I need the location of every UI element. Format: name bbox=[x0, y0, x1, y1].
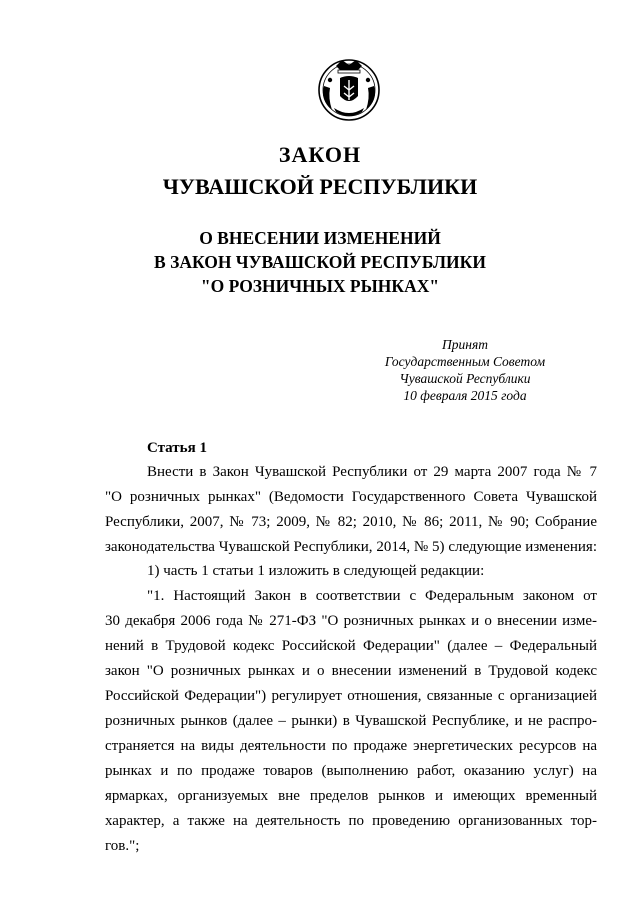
text-line: "1. Настоящий Закон в соответствии с Федеральным законом от bbox=[147, 588, 597, 604]
adoption-line: Чувашской Республики bbox=[399, 371, 531, 386]
law-title: ЗАКОН bbox=[278, 142, 362, 167]
adoption-date: 10 февраля 2015 года bbox=[403, 388, 527, 403]
subtitle-line-2: В ЗАКОН ЧУВАШСКОЙ РЕСПУБЛИКИ bbox=[154, 252, 486, 272]
coat-of-arms-icon bbox=[316, 56, 382, 122]
text-line: Внести в Закон Чувашской Республики от 29 марта 2007 года № 7 bbox=[147, 464, 597, 480]
text-line: Российской Федерации") регулирует отношения, связанные с организацией bbox=[105, 688, 597, 704]
text-line: страняется на виды деятельности по продаже энергетических ресурсов на bbox=[105, 738, 597, 754]
adoption-line: Государственным Советом bbox=[384, 354, 546, 369]
text-line: "О розничных рынках" (Ведомости Государственного Совета Чувашской bbox=[105, 489, 597, 505]
text-line: 30 декабря 2006 года № 271-ФЗ "О розничных рынках и о внесении изме- bbox=[105, 613, 597, 629]
adoption-line: Принят bbox=[442, 337, 488, 352]
text-line: рынках и по продаже товаров (выполнению работ, оказанию услуг) на bbox=[105, 763, 597, 779]
text-line: розничных рынков (далее – рынки) в Чувашской Республике, и не распро- bbox=[105, 713, 597, 729]
article-heading: Статья 1 bbox=[147, 440, 207, 456]
text-line: нений в Трудовой кодекс Российской Федерации" (далее – Федеральный bbox=[105, 638, 597, 654]
text-line: ярмарках, организуемых вне пределов рынков и имеющих временный bbox=[105, 788, 597, 804]
subtitle-line-1: О ВНЕСЕНИИ ИЗМЕНЕНИЙ bbox=[199, 228, 441, 248]
text-line: Республики, 2007, № 73; 2009, № 82; 2010, № 86; 2011, № 90; Собрание bbox=[105, 514, 597, 530]
adoption-note bbox=[365, 336, 565, 404]
text-line: закон "О розничных рынках и о внесении изменений в Трудовой кодекс bbox=[105, 663, 597, 679]
text-line: характер, а также на деятельность по проведению организованных тор- bbox=[105, 813, 597, 829]
text-line: гов."; bbox=[105, 838, 140, 854]
subtitle-line-3: "О РОЗНИЧНЫХ РЫНКАХ" bbox=[200, 276, 440, 296]
text-line: 1) часть 1 статьи 1 изложить в следующей редакции: bbox=[147, 563, 485, 579]
text-line: законодательства Чувашской Республики, 2014, № 5) следующие изменения: bbox=[105, 539, 597, 555]
republic-title: ЧУВАШСКОЙ РЕСПУБЛИКИ bbox=[162, 174, 478, 199]
